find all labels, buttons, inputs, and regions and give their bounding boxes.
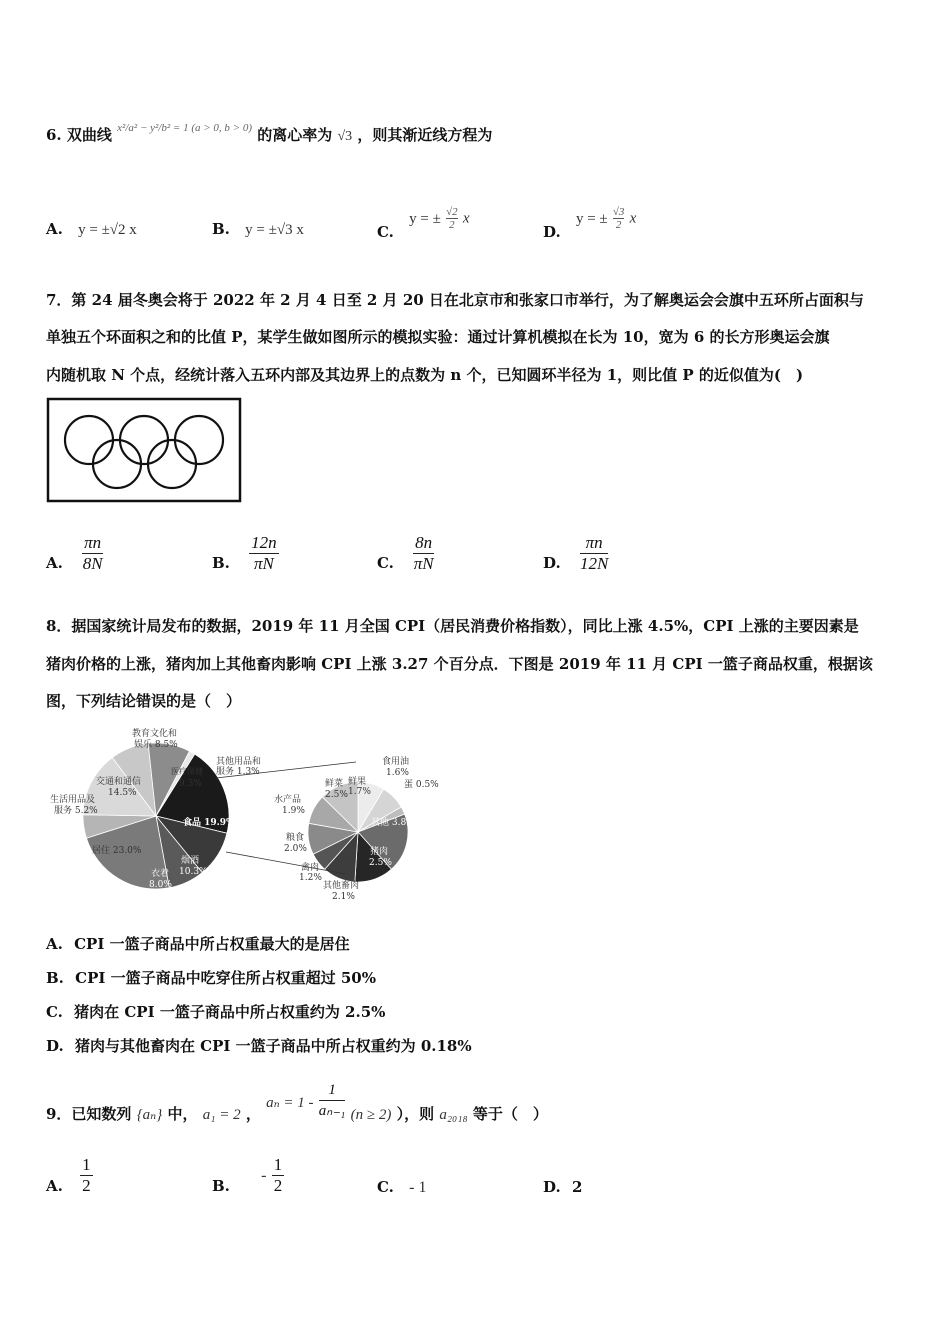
q6-equation: x²/a² − y²/b² = 1 (a > 0, b > 0) [117,122,252,134]
q9-comma: ， [245,1104,261,1123]
label-clothing-value: 8.0% [149,880,172,890]
option-label: A. [46,220,63,238]
q6-option-a[interactable] [46,220,137,239]
q7-option-b[interactable] [212,533,279,574]
label-veg-name: 鲜菜 [325,779,344,789]
option-label: B. [46,969,64,987]
fraction-numerator: πn [84,533,102,552]
label-oil-name: 食用油 [382,757,410,767]
label-tobacco-value: 10.3% [179,867,208,877]
olympic-flag-figure [46,397,242,503]
q9-option-b[interactable] [212,1155,284,1196]
fraction-denominator: 12N [579,554,609,573]
q6-suffix-b: ，则其渐近线方程为 [357,126,493,144]
label-education-line2: 娱乐 8.5% [134,740,178,750]
option-label: A. [46,553,63,572]
option-text: y = ±√2 x [78,222,137,238]
q8-line-2: 猪肉价格的上涨，猪肉加上其他畜肉影响 CPI 上涨 3.27 个百分点．下图是 2019 年 11 月 CPI 一篮子商品权重，根据该 [46,655,873,673]
option-fraction [80,1155,93,1196]
label-daily-line1: 生活用品及 [50,795,96,805]
label-transport-name: 交通和通信 [96,777,142,787]
option-fraction [272,1155,285,1196]
label-medical-name: 医疗保健 [171,767,203,776]
q9-end: 等于（ ） [472,1104,548,1123]
label-food: 食品 19.9% [183,818,235,828]
fraction-numerator: √3 [612,206,625,218]
option-label: A. [46,1176,63,1195]
option-label: D. [543,553,561,572]
q8-option-d[interactable] [46,1035,472,1056]
label-other-line2: 服务 1.3% [216,767,260,777]
q9-mid: 中， [167,1104,198,1123]
label-poultry-name: 禽肉 [301,863,320,873]
option-suffix: x [462,210,470,227]
label-othermeat-value: 2.1% [332,892,355,902]
cpi-pie-chart [46,722,446,908]
option-label: D. [543,222,561,241]
label-othermeat-name: 其他畜肉 [323,881,360,891]
q9-condition: (n ≥ 2) [350,1106,392,1123]
fraction-denominator: 2 [449,219,455,231]
q7-option-d[interactable] [543,533,608,574]
q9-number: 9．已知数列 [46,1104,132,1123]
option-label: D. [46,1037,64,1055]
option-text: CPI 一篮子商品中所占权重最大的是居住 [74,935,350,953]
option-suffix: x [629,210,637,227]
q6-option-c[interactable] [377,206,470,241]
fraction-denominator: aₙ₋₁ [318,1103,346,1119]
option-text: 猪肉在 CPI 一篮子商品中所占权重约为 2.5% [74,1003,386,1021]
fraction-numerator: πn [580,533,608,554]
option-label: C. [377,553,394,572]
q6-stem [46,124,492,145]
option-prefix: y = ± [409,210,441,227]
option-prefix: y = ± [575,210,608,227]
q9-stem [46,1080,548,1121]
label-housing: 居住 23.0% [92,846,142,856]
fraction-denominator: 2 [82,1176,91,1195]
label-pork-value: 2.5% [369,858,392,868]
option-text: - 1 [409,1179,427,1196]
label-misc: 其他 3.8% [371,818,415,828]
q9-then: ），则 [396,1104,435,1123]
fraction-denominator: πN [413,554,434,573]
label-daily-line2: 服务 5.2% [54,806,98,816]
label-education-line1: 教育文化和 [132,729,178,739]
q9-sequence: {aₙ} [136,1106,163,1123]
option-fraction [446,206,458,231]
fraction-denominator: 2 [615,219,622,231]
label-egg: 蛋 0.5% [404,780,439,790]
option-label: B. [212,220,230,238]
option-label: C. [377,222,394,241]
option-label: D. [543,1178,561,1196]
label-clothing-name: 衣着 [151,869,170,879]
label-medical-value: 9.3% [179,779,202,789]
q9-recurrence-fraction [319,1080,346,1121]
option-text: 猪肉与其他畜肉在 CPI 一篮子商品中所占权重约为 0.18% [74,1037,472,1055]
q8-option-b[interactable] [46,967,376,988]
option-label: B. [212,553,230,572]
q8-line-1: 8．据国家统计局发布的数据，2019 年 11 月全国 CPI（居民消费价格指数），同比上涨 4.5%，CPI 上涨的主要因素是 [46,617,859,635]
q9-option-d[interactable] [543,1178,582,1196]
q7-line-1: 7．第 24 届冬奥会将于 2022 年 2 月 4 日至 2 月 20 日在北京市和张家口市举行，为了解奥运会会旗中五环所占面积与 [46,291,864,309]
option-label: A. [46,935,63,953]
q9-first-term: a₁ = 2 [202,1106,241,1123]
q6-option-d[interactable] [543,206,637,241]
label-aquatic-name: 水产品 [274,795,302,805]
q9-recurrence-lhs: aₙ = 1 - [266,1094,314,1111]
q8-option-a[interactable] [46,933,350,954]
label-aquatic-value: 1.9% [282,806,305,816]
food-detail-pie [308,782,408,882]
option-text: y = ±√3 x [245,222,304,238]
q9-target: a₂₀₁₈ [439,1106,468,1123]
q6-suffix-a: 的离心率为 [257,126,333,144]
label-grain-value: 2.0% [284,844,307,854]
q7-option-c[interactable] [377,533,434,574]
label-veg-value: 2.5% [325,790,348,800]
fraction-denominator: 2 [273,1176,283,1195]
label-poultry-value: 1.2% [299,873,322,883]
q7-line-3: 内随机取 N 个点，经统计落入五环内部及其边界上的点数为 n 个，已知圆环半径为 1，则比值 P 的近似值为( ) [46,366,804,384]
option-fraction [249,533,279,574]
q6-option-b[interactable] [212,220,304,239]
q7-line-2: 单独五个环面积之和的比值 P，某学生做如图所示的模拟实验：通过计算机模拟在长为 10，宽为 6 的长方形奥运会旗 [46,328,830,346]
q9-option-a[interactable] [46,1155,93,1196]
q7-option-a[interactable] [46,533,103,574]
q8-option-c[interactable] [46,1001,385,1022]
option-label: B. [212,1176,230,1195]
label-tobacco-name: 烟酒 [181,856,200,866]
fraction-numerator: √2 [446,206,458,218]
label-other-line1: 其他用品和 [216,757,262,767]
q6-eccentricity: √3 [337,129,353,144]
q8-line-3: 图，下列结论错误的是（ ） [46,692,242,710]
option-text: CPI 一篮子商品中吃穿住所占权重超过 50% [75,969,376,987]
fraction-numerator: 1 [82,1155,91,1174]
label-fruit-value: 1.7% [348,787,371,797]
q9-option-c[interactable] [377,1178,426,1197]
option-label: C. [377,1178,394,1196]
fraction-numerator: 1 [319,1080,346,1101]
label-transport-value: 14.5% [108,788,137,798]
label-fruit-name: 鲜果 [348,777,367,787]
option-fraction [613,206,625,231]
option-sign: - [261,1166,267,1184]
fraction-numerator: 12n [251,533,277,552]
option-fraction [580,533,608,574]
label-oil-value: 1.6% [386,768,409,778]
fraction-denominator: πN [253,554,274,573]
option-text: 2 [571,1178,583,1196]
fraction-numerator: 1 [273,1155,283,1174]
label-grain-name: 粮食 [286,833,305,843]
fraction-numerator: 8n [415,533,433,552]
option-fraction [82,533,103,574]
q6-number: 6. [46,126,62,144]
option-fraction [413,533,434,574]
option-label: C. [46,1003,63,1021]
label-pork-name: 猪肉 [370,847,389,857]
q6-prefix: 双曲线 [66,126,112,144]
flag-border [48,399,240,501]
fraction-denominator: 8N [82,554,103,573]
